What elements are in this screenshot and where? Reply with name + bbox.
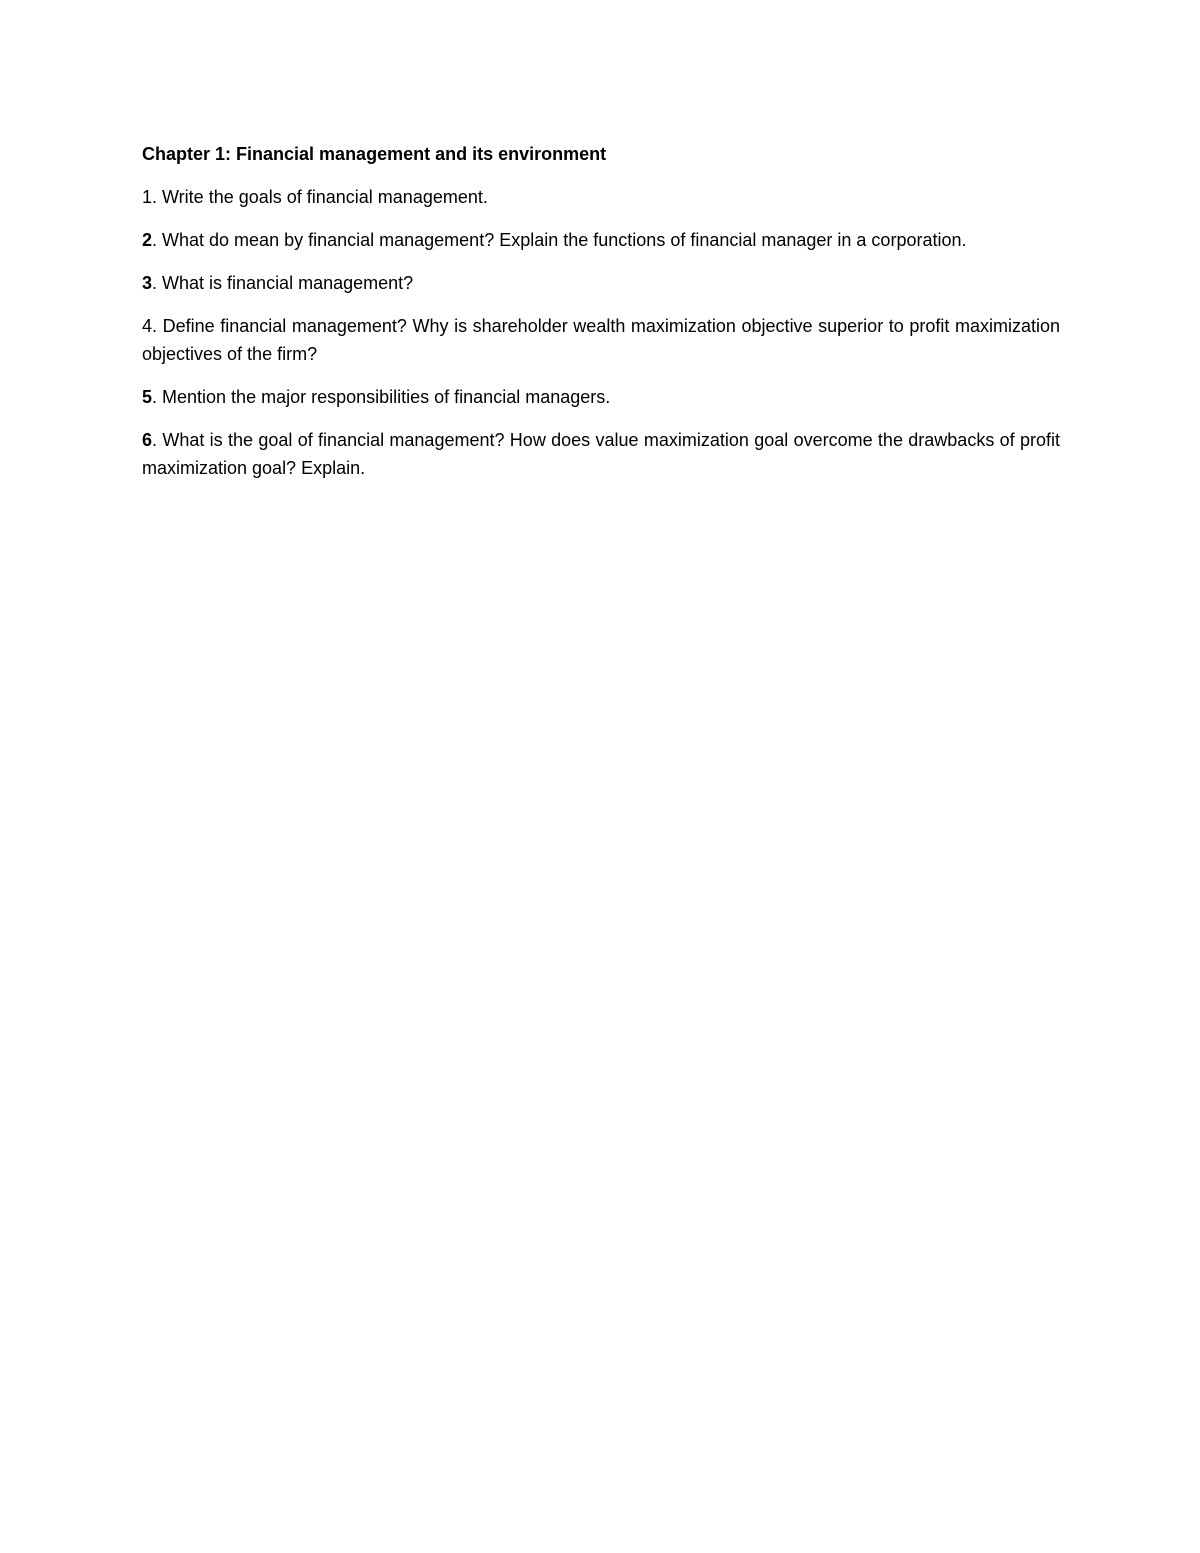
question-number: 4: [142, 316, 153, 336]
chapter-heading: [142, 140, 1060, 168]
chapter-title: : Financial management and its environment: [225, 144, 607, 164]
question-6: [142, 426, 1060, 482]
question-4: [142, 312, 1060, 368]
question-number: 1: [142, 187, 153, 207]
question-3: [142, 269, 1060, 297]
question-text: . Mention the major responsibilities of financial managers.: [152, 387, 611, 407]
question-text: . What is the goal of financial management? How does value maximization goal overcome the drawbacks of profit maximization goal? Explain.: [142, 430, 1060, 478]
question-1: [142, 183, 1060, 211]
question-text: . What do mean by financial management? Explain the functions of financial manager in a corporation.: [152, 230, 967, 250]
question-5: [142, 383, 1060, 411]
question-2: [142, 226, 1060, 254]
question-number: 6: [142, 430, 153, 450]
question-text: . Define financial management? Why is shareholder wealth maximization objective superior to profit maximization objectives of the firm?: [142, 316, 1060, 364]
chapter-label: Chapter 1: [142, 144, 226, 164]
question-text: . What is financial management?: [152, 273, 414, 293]
question-number: 5: [142, 387, 153, 407]
question-number: 3: [142, 273, 153, 293]
question-number: 2: [142, 230, 153, 250]
question-text: . Write the goals of financial management.: [152, 187, 488, 207]
document-content: [142, 140, 1060, 497]
